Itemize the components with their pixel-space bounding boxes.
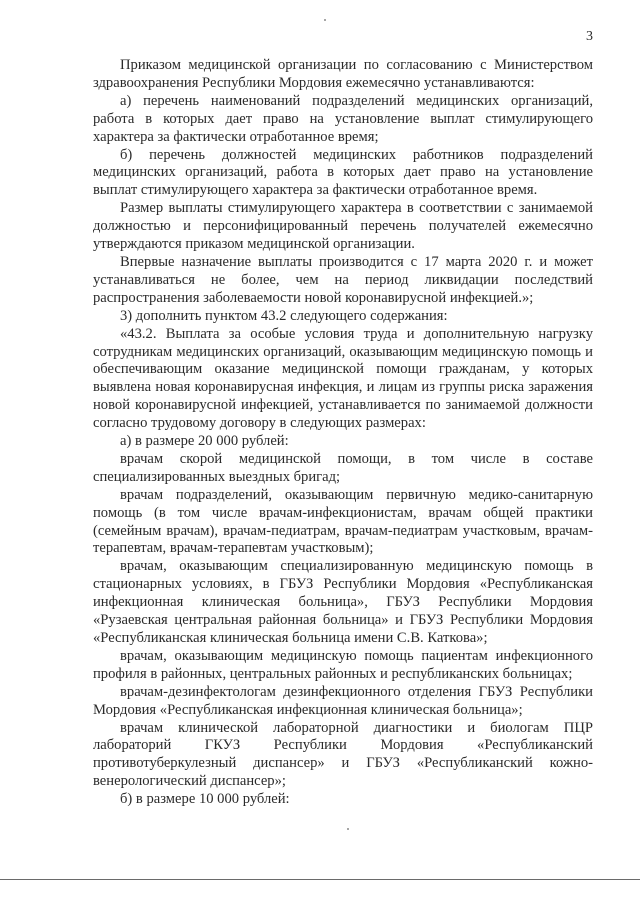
paragraph: 3) дополнить пунктом 43.2 следующего содержания:	[120, 307, 448, 324]
scan-speck	[324, 19, 326, 21]
paragraph: б) в размере 10 000 рублей:	[120, 791, 290, 808]
scan-speck	[347, 828, 349, 830]
paragraph: врачам подразделений, оказывающим первичную медико-санитарную помощь (в том числе врачам-инфекционистам, врачам общей практики (семейным врачам), врачам-педиатрам, врачам-педиатрам участковым, врачам-терапевтам, врачам-терапевтам участковым);	[93, 486, 593, 557]
paragraph: Размер выплаты стимулирующего характера в соответствии с занимаемой должностью и персонифицированный перечень получателей ежемесячно утверждаются приказом медицинской организации.	[93, 200, 593, 253]
paragraph: Приказом медицинской организации по согласованию с Министерством здравоохранения Республики Мордовия ежемесячно устанавливаются:	[93, 57, 593, 91]
paragraph: врачам, оказывающим специализированную медицинскую помощь в стационарных условиях, в ГБУЗ Республики Мордовия «Республиканская инфекционная клиническая больница», ГБУЗ Республики Мордовия «Рузаевская центральная районная больница» и ГБУЗ Республики Мордовия «Республиканская клиническая больница имени С.В. Каткова»;	[93, 558, 593, 646]
paragraph: Впервые назначение выплаты производится с 17 марта 2020 г. и может устанавливаться не более, чем на период ликвидации последствий распространения заболеваемости новой коронавирусной инфекцией.»;	[93, 253, 593, 306]
paragraph: врачам, оказывающим медицинскую помощь пациентам инфекционного профиля в районных, центральных районных и республиканских больницах;	[93, 647, 593, 682]
document-body	[93, 57, 593, 809]
paragraph: врачам-дезинфектологам дезинфекционного отделения ГБУЗ Республики Мордовия «Республиканская инфекционная клиническая больница»;	[93, 683, 593, 718]
paragraph: а) в размере 20 000 рублей:	[120, 433, 289, 450]
paragraph: «43.2. Выплата за особые условия труда и дополнительную нагрузку сотрудникам медицинских организаций, оказывающим медицинскую помощь и обеспечивающим оказание медицинской помощи гражданам, у которых выявлена новая коронавирусная инфекция, и лицам из группы риска заражения новой коронавирусной инфекцией, устанавливается по занимаемой должности согласно трудовому договору в следующих размерах:	[93, 325, 593, 432]
paragraph: врачам скорой медицинской помощи, в том числе в составе специализированных выездных бригад;	[93, 450, 593, 485]
page-bottom-edge	[0, 879, 640, 880]
paragraph: а) перечень наименований подразделений медицинских организаций, работа в которых дает право на установление выплат стимулирующего характера за фактически отработанное время;	[93, 92, 593, 145]
paragraph: б) перечень должностей медицинских работников подразделений медицинских организаций, работа в которых дает право на установление выплат стимулирующего характера за фактически отработанное время.	[93, 146, 593, 199]
page-number: 3	[586, 29, 593, 44]
paragraph: врачам клинической лабораторной диагностики и биологам ПЦР лабораторий ГКУЗ Республики Мордовия «Республиканский противотуберкулезный диспансер» и ГБУЗ «Республиканский кожно-венерологический диспансер»;	[93, 719, 593, 790]
